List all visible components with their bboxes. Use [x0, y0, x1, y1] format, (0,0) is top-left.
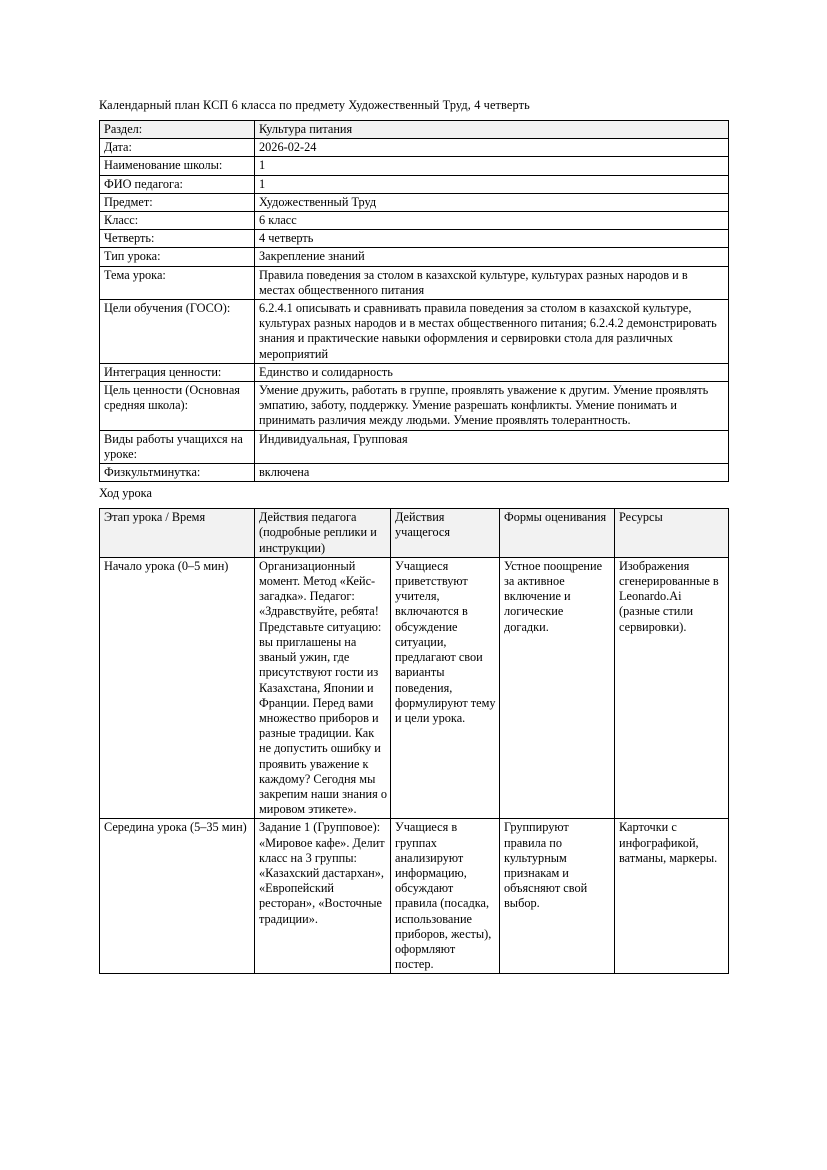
document-content	[99, 98, 728, 974]
info-row-label: Раздел:	[100, 121, 255, 139]
info-row-label: Предмет:	[100, 193, 255, 211]
info-row-value: Правила поведения за столом в казахской культуре, культурах разных народов и в местах общественного питания	[255, 266, 729, 299]
table-row	[100, 248, 729, 266]
lesson-flow-table-header	[100, 509, 729, 558]
lesson-flow-label: Ход урока	[99, 486, 152, 501]
lesson-flow-table-body	[100, 557, 729, 973]
table-row	[100, 300, 729, 364]
table-row	[100, 121, 729, 139]
info-row-label: Виды работы учащихся на уроке:	[100, 430, 255, 463]
table-header-row	[100, 509, 729, 558]
info-row-label: Цели обучения (ГОСО):	[100, 300, 255, 364]
info-row-label: Интеграция ценности:	[100, 363, 255, 381]
column-header: Этап урока / Время	[100, 509, 255, 558]
stage-cell: Начало урока (0–5 мин)	[100, 557, 255, 818]
info-row-label: Тема урока:	[100, 266, 255, 299]
table-row	[100, 819, 729, 974]
info-row-value: Художественный Труд	[255, 193, 729, 211]
info-row-value: Культура питания	[255, 121, 729, 139]
lesson-info-table	[99, 120, 729, 482]
info-row-value: 6.2.4.1 описывать и сравнивать правила поведения за столом в казахской культуре, культурах разных народов и в местах общественного питания; 6.2.4.2 демонстрировать знания и практические навыки оформления и сервировки стола для различных мероприятий	[255, 300, 729, 364]
student-actions-cell: Учащиеся приветствуют учителя, включаются в обсуждение ситуации, предлагают свои варианты поведения, формулируют тему и цели урока.	[391, 557, 500, 818]
info-row-value: 6 класс	[255, 212, 729, 230]
resources-cell: Изображения сгенерированные в Leonardo.Ai (разные стили сервировки).	[615, 557, 729, 818]
table-row	[100, 464, 729, 482]
lesson-info-table-body	[100, 121, 729, 482]
table-row	[100, 139, 729, 157]
info-row-value: 1	[255, 157, 729, 175]
column-header: Действия педагога (подробные реплики и инструкции)	[255, 509, 391, 558]
info-row-value: 1	[255, 175, 729, 193]
assessment-forms-cell: Группируют правила по культурным признакам и объясняют свой выбор.	[500, 819, 615, 974]
resources-cell: Карточки с инфографикой, ватманы, маркеры.	[615, 819, 729, 974]
table-row	[100, 230, 729, 248]
info-row-label: Дата:	[100, 139, 255, 157]
table-row	[100, 175, 729, 193]
table-row	[100, 363, 729, 381]
info-row-label: Физкультминутка:	[100, 464, 255, 482]
info-row-value: Закрепление знаний	[255, 248, 729, 266]
table-row	[100, 266, 729, 299]
teacher-actions-cell: Задание 1 (Групповое): «Мировое кафе». Делит класс на 3 группы: «Казахский дастархан», «Европейский ресторан», «Восточные традиции».	[255, 819, 391, 974]
info-row-value: Индивидуальная, Групповая	[255, 430, 729, 463]
teacher-actions-cell: Организационный момент. Метод «Кейс-загадка». Педагог: «Здравствуйте, ребята! Представьте ситуацию: вы приглашены на званый ужин, где присутствуют гости из Казахстана, Японии и Франции. Перед вами множество приборов и разные традиции. Как не допустить ошибку и проявить уважение к каждому? Сегодня мы закрепим наши знания о мировом этикете».	[255, 557, 391, 818]
table-row	[100, 193, 729, 211]
info-row-label: Четверть:	[100, 230, 255, 248]
column-header: Действия учащегося	[391, 509, 500, 558]
info-row-label: Тип урока:	[100, 248, 255, 266]
info-row-label: ФИО педагога:	[100, 175, 255, 193]
info-row-label: Класс:	[100, 212, 255, 230]
table-row	[100, 157, 729, 175]
info-row-value: 2026-02-24	[255, 139, 729, 157]
table-row	[100, 212, 729, 230]
table-row	[100, 430, 729, 463]
column-header: Формы оценивания	[500, 509, 615, 558]
page-title: Календарный план КСП 6 класса по предмету Художественный Труд, 4 четверть	[99, 98, 530, 112]
info-row-value: включена	[255, 464, 729, 482]
lesson-flow-table	[99, 508, 729, 974]
info-row-label: Наименование школы:	[100, 157, 255, 175]
table-row	[100, 557, 729, 818]
table-row	[100, 382, 729, 431]
info-row-value: Единство и солидарность	[255, 363, 729, 381]
column-header: Ресурсы	[615, 509, 729, 558]
stage-cell: Середина урока (5–35 мин)	[100, 819, 255, 974]
info-row-label: Цель ценности (Основная средняя школа):	[100, 382, 255, 431]
info-row-value: Умение дружить, работать в группе, проявлять уважение к другим. Умение проявлять эмпатию, заботу, поддержку. Умение разрешать конфликты. Умение понимать и принимать различия между людьми. Умение проявлять толерантность.	[255, 382, 729, 431]
info-row-value: 4 четверть	[255, 230, 729, 248]
student-actions-cell: Учащиеся в группах анализируют информацию, обсуждают правила (посадка, использование приборов, жесты), оформляют постер.	[391, 819, 500, 974]
assessment-forms-cell: Устное поощрение за активное включение и логические догадки.	[500, 557, 615, 818]
